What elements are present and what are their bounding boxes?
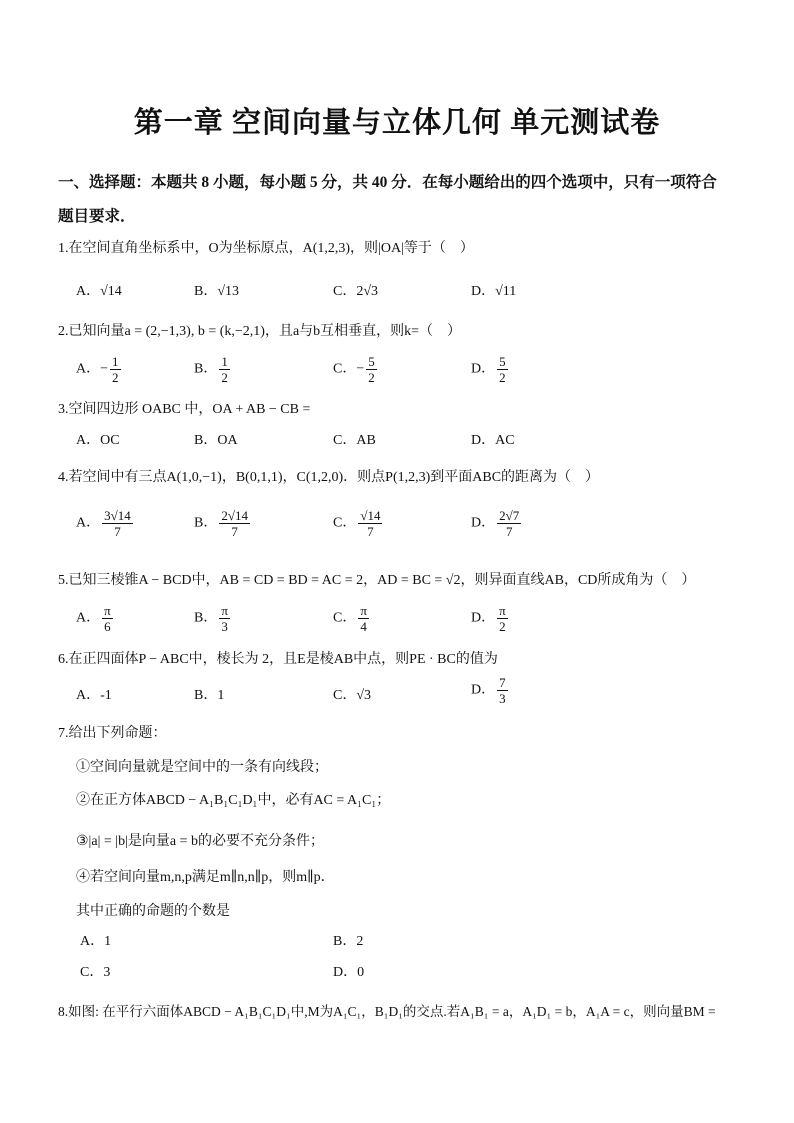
q2-option-b: B． $\frac{1}{2}$ — [194, 354, 228, 385]
q7-proposition-2: ②在正方体ABCD − A₁B₁C₁D₁中，必有AC = A₁C₁； — [76, 793, 391, 808]
q2-option-c: C．− $\frac{5}{2}$ — [333, 354, 375, 385]
q5-option-c: C． $\frac{\pi}{4}$ — [333, 603, 367, 634]
question-7-stem: 7.给出下列命题： — [58, 726, 167, 741]
q7-option-d: D．0 — [333, 965, 365, 980]
fraction: $\frac{1}{2}$ — [112, 354, 119, 385]
q4-option-d: D． $\frac{2√7}{7}$ — [471, 508, 520, 539]
fraction: $\frac{\pi}{3}$ — [221, 603, 228, 634]
question-4-stem: 4.若空间中有三点A(1,0,−1)，B(0,1,1)，C(1,2,0)．则点P(1,2,3)到平面ABC的距离为（ ） — [58, 470, 600, 485]
question-6-stem: 6.在正四面体P − ABC中，棱长为 2，且E是棱AB中点，则PE · BC的值为 — [58, 652, 498, 667]
q3-option-d: D．AC — [471, 433, 515, 448]
q6-option-a: A．-1 — [76, 688, 112, 703]
fraction: $\frac{2√7}{7}$ — [499, 508, 520, 539]
q6-option-b: B．1 — [194, 688, 225, 703]
q5-option-a: A． $\frac{\pi}{6}$ — [76, 603, 111, 634]
question-8-stem: 8.如图: 在平行六面体ABCD − A₁B₁C₁D₁中,M为A₁C₁，B₁D₁的交点.若A₁B₁ = a，A₁D₁ = b，A₁A = c，则向量BM = — [58, 1004, 716, 1019]
q1-option-b: B．√13 — [194, 284, 240, 299]
q7-option-b: B．2 — [333, 934, 364, 949]
q6-option-c: C．√3 — [333, 688, 372, 703]
question-1-stem: 1.在空间直角坐标系中，O为坐标原点，A(1,2,3)，则|OA|等于（ ） — [58, 241, 474, 256]
section-header-line2: 题目要求． — [58, 208, 136, 225]
fraction: $\frac{√14}{7}$ — [360, 508, 381, 539]
page-title: 第一章 空间向量与立体几何 单元测试卷 — [133, 107, 661, 139]
question-2-stem: 2.已知向量a = (2,−1,3), b = (k,−2,1)，且a与b互相垂直，则k=（ ） — [58, 324, 462, 339]
fraction: $\frac{\pi}{4}$ — [360, 603, 367, 634]
q7-proposition-1: ①空间向量就是空间中的一条有向线段； — [76, 760, 328, 775]
q7-option-c: C．3 — [80, 965, 111, 980]
fraction: $\frac{5}{2}$ — [499, 354, 506, 385]
q4-option-a: A． $\frac{3√14}{7}$ — [76, 508, 131, 539]
fraction: $\frac{3√14}{7}$ — [104, 508, 131, 539]
q3-option-b: B．OA — [194, 433, 238, 448]
q2-option-d: D． $\frac{5}{2}$ — [471, 354, 506, 385]
q3-option-c: C．AB — [333, 433, 376, 448]
fraction: $\frac{7}{3}$ — [499, 675, 506, 706]
q1-option-a: A．√14 — [76, 284, 122, 299]
q1-option-d: D．√11 — [471, 284, 517, 299]
fraction: $\frac{\pi}{2}$ — [499, 603, 506, 634]
section-header-line1: 一、选择题：本题共 8 小题，每小题 5 分，共 40 分．在每小题给出的四个选项中，只有一项符合 — [58, 174, 717, 191]
q2-option-a: A．− $\frac{1}{2}$ — [76, 354, 119, 385]
q3-option-a: A．OC — [76, 433, 120, 448]
q7-option-a: A．1 — [80, 934, 112, 949]
q5-option-d: D． $\frac{\pi}{2}$ — [471, 603, 506, 634]
question-5-stem: 5.已知三棱锥A − BCD中，AB = CD = BD = AC = 2，AD = BC = √2，则异面直线AB，CD所成角为（ ） — [58, 573, 696, 588]
q7-prompt: 其中正确的命题的个数是 — [76, 904, 230, 919]
fraction: $\frac{1}{2}$ — [221, 354, 228, 385]
fraction: $\frac{5}{2}$ — [368, 354, 375, 385]
q4-option-b: B． $\frac{2√14}{7}$ — [194, 508, 248, 539]
question-3-stem: 3.空间四边形 OABC 中，OA + AB − CB = — [58, 402, 311, 417]
q7-proposition-3: ③|a| = |b|是向量a = b的必要不充分条件； — [76, 834, 324, 849]
q7-proposition-4: ④若空间向量m,n,p满足m∥n,n∥p，则m∥p． — [76, 870, 335, 885]
fraction: $\frac{2√14}{7}$ — [221, 508, 248, 539]
q5-option-b: B． $\frac{\pi}{3}$ — [194, 603, 228, 634]
q4-option-c: C． $\frac{√14}{7}$ — [333, 508, 381, 539]
q1-option-c: C．2√3 — [333, 284, 379, 299]
q6-option-d: D． $\frac{7}{3}$ — [471, 675, 506, 706]
fraction: $\frac{\pi}{6}$ — [104, 603, 111, 634]
